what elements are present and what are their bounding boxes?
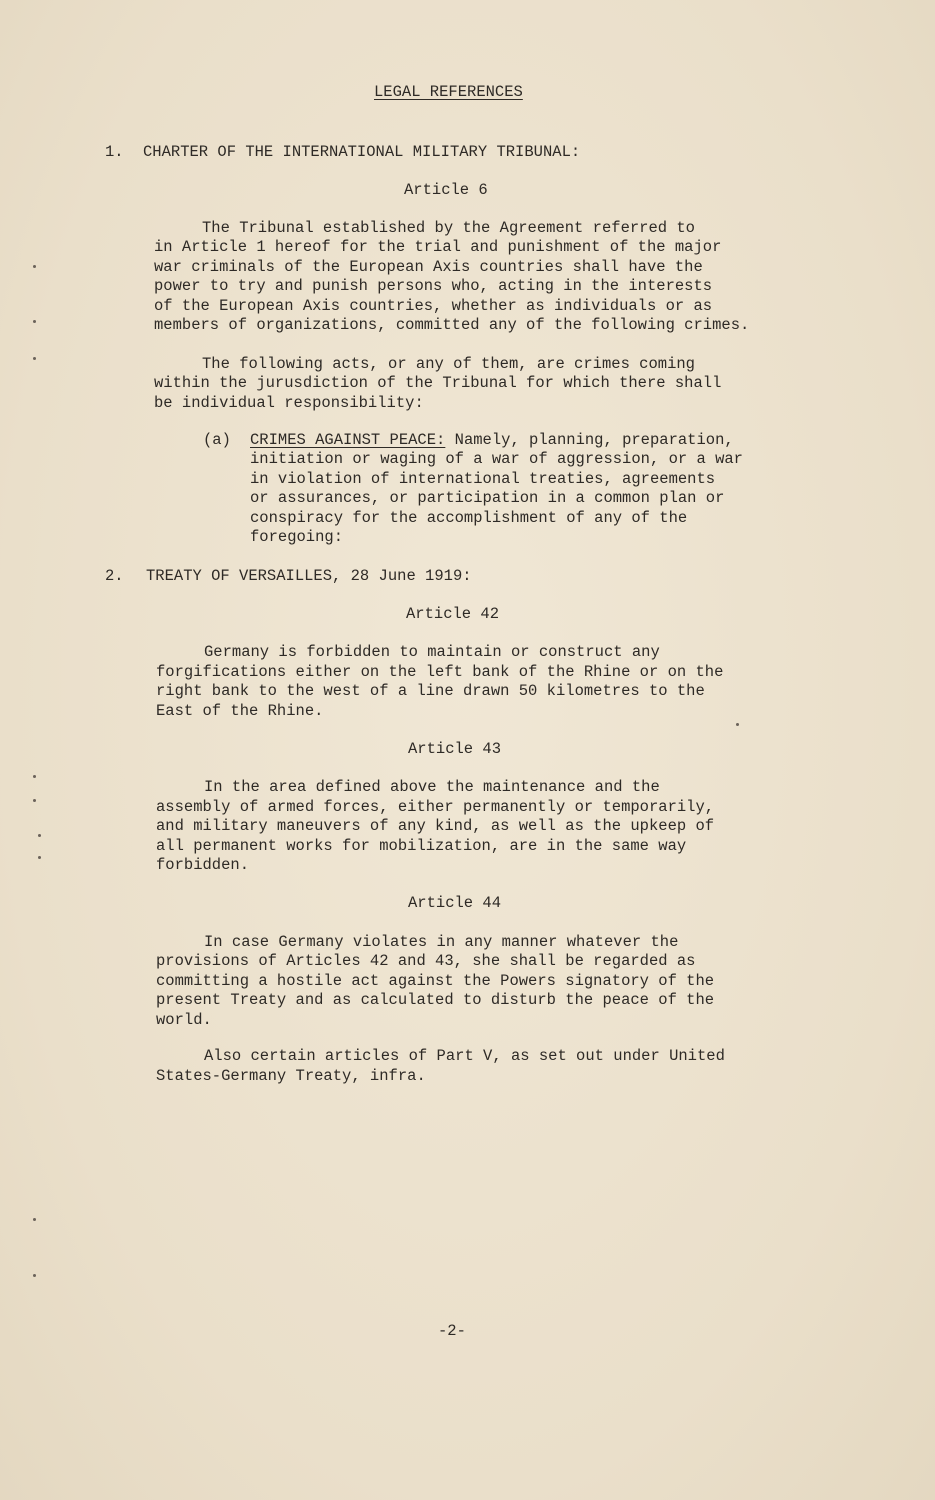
paper-speck <box>33 1218 36 1221</box>
paper-speck <box>736 723 739 726</box>
article-44-line: present Treaty and as calculated to disturb the peace of the <box>156 991 715 1009</box>
article-43-line: forbidden. <box>156 856 250 874</box>
article-6-para1-line: The Tribunal established by the Agreement referred to <box>202 219 695 237</box>
closing-line: Also certain articles of Part V, as set out under United <box>204 1047 725 1065</box>
article-44-line: provisions of Articles 42 and 43, she shall be regarded as <box>156 952 696 970</box>
article-43-line: assembly of armed forces, either permanently or temporarily, <box>156 798 715 816</box>
section-1-heading: CHARTER OF THE INTERNATIONAL MILITARY TRIBUNAL: <box>143 143 581 161</box>
article-6-para1-line: members of organizations, committed any of the following crimes. <box>154 316 750 334</box>
paper-speck <box>33 1274 36 1277</box>
article-6-para1-line: in Article 1 hereof for the trial and punishment of the major <box>154 238 722 256</box>
item-a-label: (a) <box>203 431 231 449</box>
paper-speck <box>38 834 41 837</box>
article-42-title: Article 42 <box>406 605 500 623</box>
item-a-line: or assurances, or participation in a common plan or <box>250 489 725 507</box>
paper-speck <box>33 775 36 778</box>
article-43-line: and military maneuvers of any kind, as well as the upkeep of <box>156 817 715 835</box>
item-a-first-line-rest: Namely, planning, preparation, <box>445 431 734 449</box>
article-43-line: In the area defined above the maintenance and the <box>204 778 660 796</box>
article-6-para1-line: power to try and punish persons who, acting in the interests <box>154 277 713 295</box>
article-6-para2-line: The following acts, or any of them, are crimes coming <box>202 355 695 373</box>
section-2-heading: TREATY OF VERSAILLES, 28 June 1919: <box>146 567 472 585</box>
article-44-title: Article 44 <box>408 894 502 912</box>
item-a-line: initiation or waging of a war of aggression, or a war <box>250 450 743 468</box>
item-a-line: in violation of international treaties, agreements <box>250 470 716 488</box>
article-43-line: all permanent works for mobilization, are in the same way <box>156 837 687 855</box>
article-44-line: committing a hostile act against the Powers signatory of the <box>156 972 715 990</box>
paper-speck <box>33 357 36 360</box>
article-42-line: forgifications either on the left bank of the Rhine or on the <box>156 663 724 681</box>
page-number: -2- <box>438 1322 466 1340</box>
article-6-para2-line: be individual responsibility: <box>154 394 424 412</box>
article-42-line: Germany is forbidden to maintain or construct any <box>204 643 660 661</box>
article-6-para1-line: of the European Axis countries, whether as individuals or as <box>154 297 713 315</box>
article-6-para1-line: war criminals of the European Axis countries shall have the <box>154 258 703 276</box>
article-43-title: Article 43 <box>408 740 502 758</box>
article-44-line: world. <box>156 1011 212 1029</box>
article-6-para2-line: within the jurusdiction of the Tribunal for which there shall <box>154 374 722 392</box>
article-42-line: right bank to the west of a line drawn 50 kilometres to the <box>156 682 705 700</box>
page-title: LEGAL REFERENCES <box>374 83 523 101</box>
paper-speck <box>33 320 36 323</box>
paper-speck <box>33 799 36 802</box>
section-2-number: 2. <box>105 567 124 585</box>
section-1-number: 1. <box>105 143 124 161</box>
item-a-first-line <box>250 430 734 450</box>
item-a-line: conspiracy for the accomplishment of any of the <box>250 509 688 527</box>
paper-speck <box>38 856 41 859</box>
article-44-line: In case Germany violates in any manner whatever the <box>204 933 679 951</box>
article-42-line: East of the Rhine. <box>156 702 324 720</box>
item-a-line: foregoing: <box>250 528 344 546</box>
article-6-title: Article 6 <box>404 181 488 199</box>
closing-line: States-Germany Treaty, infra. <box>156 1067 426 1085</box>
crimes-against-peace-heading: CRIMES AGAINST PEACE: <box>250 431 446 449</box>
paper-speck <box>33 265 36 268</box>
